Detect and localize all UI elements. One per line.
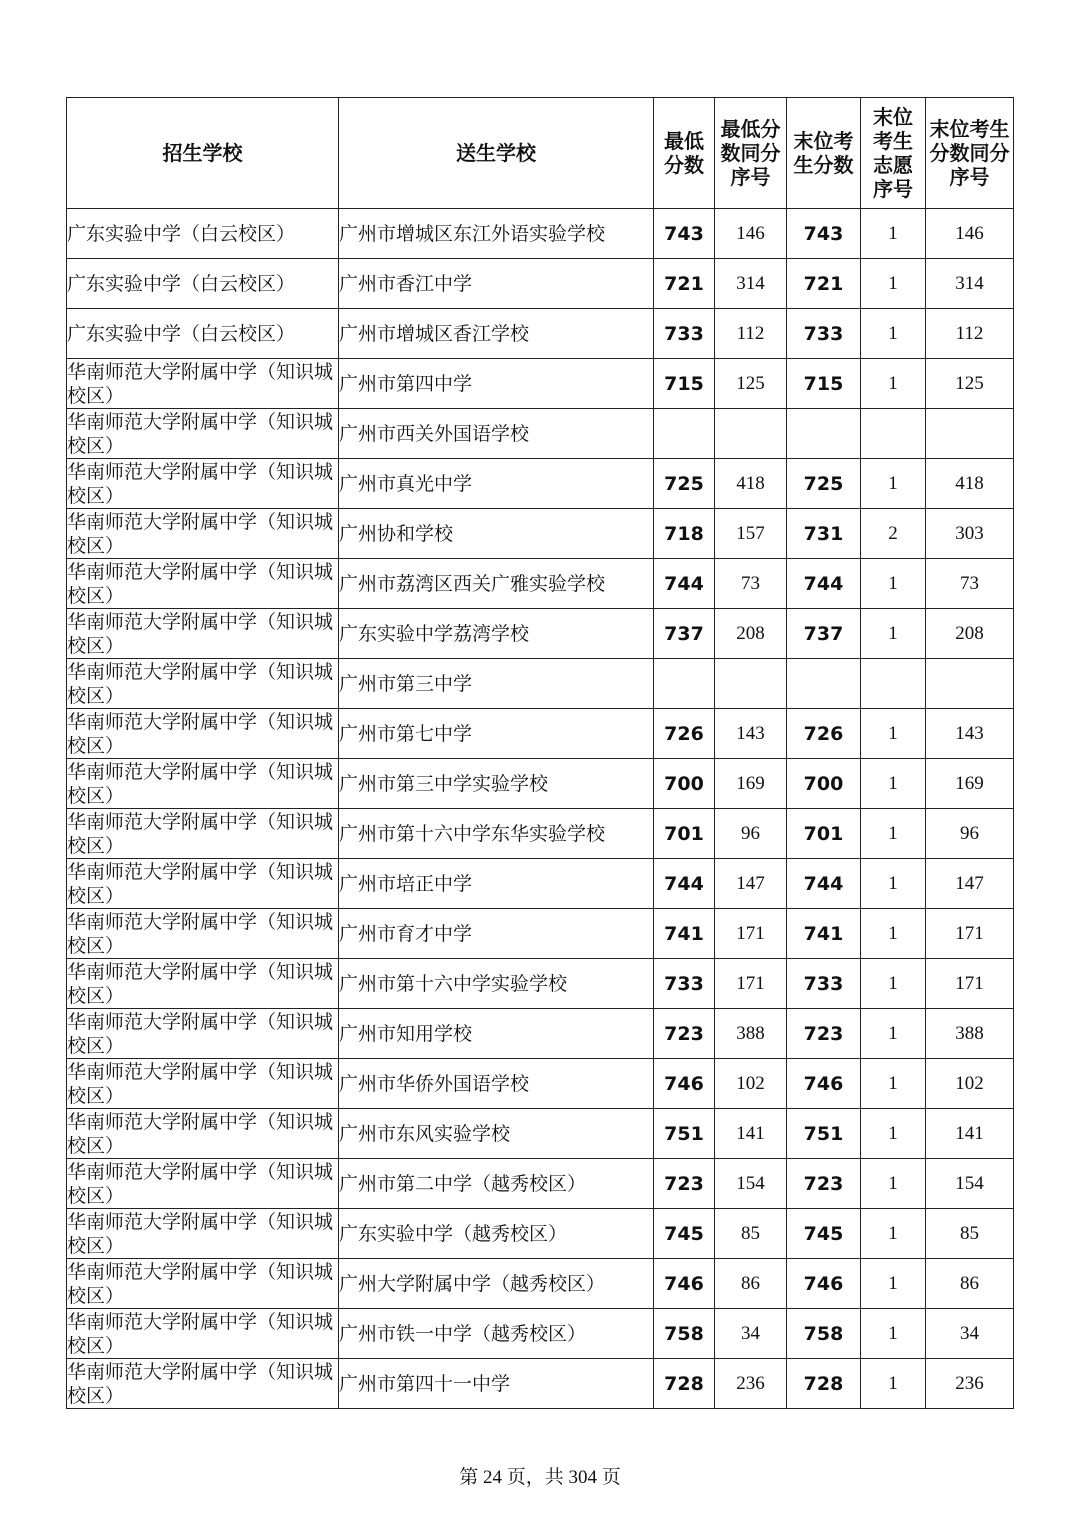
cell-admitting-school: 华南师范大学附属中学（知识城校区） bbox=[67, 859, 339, 909]
cell-last-student-rank: 236 bbox=[926, 1359, 1014, 1409]
cell-last-student-rank: 86 bbox=[926, 1259, 1014, 1309]
cell-last-student-rank: 96 bbox=[926, 809, 1014, 859]
cell-last-student-rank: 303 bbox=[926, 509, 1014, 559]
cell-last-student-rank: 73 bbox=[926, 559, 1014, 609]
cell-min-score-rank: 208 bbox=[715, 609, 787, 659]
cell-last-student-score: 723 bbox=[787, 1009, 861, 1059]
cell-last-student-rank: 147 bbox=[926, 859, 1014, 909]
table-row bbox=[67, 609, 1014, 659]
header-text-line: 末位考生 bbox=[929, 117, 1010, 141]
cell-last-student-wish: 1 bbox=[861, 209, 926, 259]
cell-min-score: 758 bbox=[654, 1309, 715, 1359]
cell-last-student-score: 743 bbox=[787, 209, 861, 259]
cell-last-student-wish: 2 bbox=[861, 509, 926, 559]
cell-min-score-rank: 143 bbox=[715, 709, 787, 759]
table-row bbox=[67, 259, 1014, 309]
cell-last-student-rank: 388 bbox=[926, 1009, 1014, 1059]
table-row bbox=[67, 909, 1014, 959]
cell-sending-school: 广州市华侨外国语学校 bbox=[339, 1059, 654, 1109]
cell-sending-school: 广州市第三中学 bbox=[339, 659, 654, 709]
cell-last-student-wish: 1 bbox=[861, 1209, 926, 1259]
table-row bbox=[67, 509, 1014, 559]
header-text-line: 序号 bbox=[873, 177, 913, 201]
cell-admitting-school: 华南师范大学附属中学（知识城校区） bbox=[67, 759, 339, 809]
cell-min-score: 718 bbox=[654, 509, 715, 559]
cell-min-score-rank: 112 bbox=[715, 309, 787, 359]
cell-min-score-rank: 388 bbox=[715, 1009, 787, 1059]
cell-min-score-rank: 236 bbox=[715, 1359, 787, 1409]
cell-admitting-school: 华南师范大学附属中学（知识城校区） bbox=[67, 609, 339, 659]
cell-min-score: 701 bbox=[654, 809, 715, 859]
cell-sending-school: 广东实验中学（越秀校区） bbox=[339, 1209, 654, 1259]
cell-last-student-wish: 1 bbox=[861, 309, 926, 359]
cell-min-score: 746 bbox=[654, 1259, 715, 1309]
cell-last-student-wish bbox=[861, 659, 926, 709]
cell-min-score: 745 bbox=[654, 1209, 715, 1259]
cell-sending-school: 广州市真光中学 bbox=[339, 459, 654, 509]
cell-admitting-school: 华南师范大学附属中学（知识城校区） bbox=[67, 409, 339, 459]
table-row bbox=[67, 709, 1014, 759]
cell-last-student-wish: 1 bbox=[861, 1009, 926, 1059]
table-row bbox=[67, 1209, 1014, 1259]
cell-min-score: 723 bbox=[654, 1159, 715, 1209]
cell-min-score-rank: 34 bbox=[715, 1309, 787, 1359]
header-text-line: 末位考 bbox=[793, 129, 854, 153]
cell-last-student-rank: 169 bbox=[926, 759, 1014, 809]
cell-admitting-school: 华南师范大学附属中学（知识城校区） bbox=[67, 359, 339, 409]
cell-sending-school: 广州市铁一中学（越秀校区） bbox=[339, 1309, 654, 1359]
cell-last-student-wish: 1 bbox=[861, 459, 926, 509]
cell-sending-school: 广州市第十六中学实验学校 bbox=[339, 959, 654, 1009]
cell-last-student-score: 733 bbox=[787, 959, 861, 1009]
cell-last-student-score: 715 bbox=[787, 359, 861, 409]
cell-min-score-rank bbox=[715, 659, 787, 709]
header-text-line: 分数同分 bbox=[929, 141, 1010, 165]
cell-last-student-wish: 1 bbox=[861, 1059, 926, 1109]
header-admitting-school bbox=[67, 98, 339, 209]
table-row bbox=[67, 759, 1014, 809]
cell-last-student-score: 721 bbox=[787, 259, 861, 309]
cell-min-score-rank: 418 bbox=[715, 459, 787, 509]
table-row bbox=[67, 1059, 1014, 1109]
cell-last-student-wish: 1 bbox=[861, 1259, 926, 1309]
cell-last-student-score: 758 bbox=[787, 1309, 861, 1359]
cell-sending-school: 广州市知用学校 bbox=[339, 1009, 654, 1059]
header-last-student-wish bbox=[861, 98, 926, 209]
cell-admitting-school: 华南师范大学附属中学（知识城校区） bbox=[67, 559, 339, 609]
header-text-line: 最低分 bbox=[720, 117, 781, 141]
cell-min-score-rank: 86 bbox=[715, 1259, 787, 1309]
cell-min-score-rank: 141 bbox=[715, 1109, 787, 1159]
cell-min-score: 723 bbox=[654, 1009, 715, 1059]
cell-min-score bbox=[654, 409, 715, 459]
cell-last-student-wish: 1 bbox=[861, 559, 926, 609]
cell-last-student-wish: 1 bbox=[861, 259, 926, 309]
header-text-line: 送生学校 bbox=[456, 141, 536, 165]
cell-last-student-score: 745 bbox=[787, 1209, 861, 1259]
cell-last-student-rank: 314 bbox=[926, 259, 1014, 309]
cell-last-student-rank: 34 bbox=[926, 1309, 1014, 1359]
table-row bbox=[67, 1259, 1014, 1309]
table-row bbox=[67, 1359, 1014, 1409]
cell-last-student-wish bbox=[861, 409, 926, 459]
cell-last-student-rank: 141 bbox=[926, 1109, 1014, 1159]
cell-min-score: 725 bbox=[654, 459, 715, 509]
cell-sending-school: 广州市增城区东江外语实验学校 bbox=[339, 209, 654, 259]
cell-sending-school: 广州市育才中学 bbox=[339, 909, 654, 959]
cell-last-student-score: 701 bbox=[787, 809, 861, 859]
cell-min-score-rank bbox=[715, 409, 787, 459]
cell-min-score: 700 bbox=[654, 759, 715, 809]
header-text-line: 生分数 bbox=[793, 153, 854, 177]
cell-admitting-school: 华南师范大学附属中学（知识城校区） bbox=[67, 1259, 339, 1309]
cell-sending-school: 广州市荔湾区西关广雅实验学校 bbox=[339, 559, 654, 609]
header-sending-school bbox=[339, 98, 654, 209]
cell-sending-school: 广州市香江中学 bbox=[339, 259, 654, 309]
table-row bbox=[67, 1109, 1014, 1159]
cell-last-student-wish: 1 bbox=[861, 1159, 926, 1209]
cell-last-student-score: 700 bbox=[787, 759, 861, 809]
table-row bbox=[67, 459, 1014, 509]
header-min-score-rank bbox=[715, 98, 787, 209]
header-text-line: 数同分 bbox=[720, 141, 781, 165]
table-row bbox=[67, 359, 1014, 409]
cell-last-student-wish: 1 bbox=[861, 909, 926, 959]
cell-last-student-rank: 85 bbox=[926, 1209, 1014, 1259]
cell-last-student-rank: 418 bbox=[926, 459, 1014, 509]
table-row bbox=[67, 409, 1014, 459]
cell-admitting-school: 华南师范大学附属中学（知识城校区） bbox=[67, 709, 339, 759]
header-last-student-rank bbox=[926, 98, 1014, 209]
table-row bbox=[67, 1159, 1014, 1209]
header-text-line: 序号 bbox=[949, 165, 990, 189]
cell-min-score: 743 bbox=[654, 209, 715, 259]
cell-admitting-school: 华南师范大学附属中学（知识城校区） bbox=[67, 459, 339, 509]
cell-sending-school: 广州市第三中学实验学校 bbox=[339, 759, 654, 809]
cell-min-score-rank: 85 bbox=[715, 1209, 787, 1259]
cell-last-student-score: 733 bbox=[787, 309, 861, 359]
cell-sending-school: 广州市培正中学 bbox=[339, 859, 654, 909]
cell-min-score: 715 bbox=[654, 359, 715, 409]
cell-last-student-rank: 171 bbox=[926, 909, 1014, 959]
cell-min-score: 741 bbox=[654, 909, 715, 959]
cell-last-student-score bbox=[787, 659, 861, 709]
cell-sending-school: 广州市增城区香江学校 bbox=[339, 309, 654, 359]
cell-last-student-score: 746 bbox=[787, 1259, 861, 1309]
cell-min-score: 726 bbox=[654, 709, 715, 759]
cell-last-student-wish: 1 bbox=[861, 359, 926, 409]
header-min-score bbox=[654, 98, 715, 209]
cell-admitting-school: 广东实验中学（白云校区） bbox=[67, 259, 339, 309]
header-text-line: 末位 bbox=[873, 105, 913, 129]
table-header-row bbox=[67, 98, 1014, 209]
cell-last-student-score: 744 bbox=[787, 559, 861, 609]
cell-last-student-rank: 102 bbox=[926, 1059, 1014, 1109]
cell-last-student-score: 746 bbox=[787, 1059, 861, 1109]
cell-admitting-school: 华南师范大学附属中学（知识城校区） bbox=[67, 909, 339, 959]
cell-min-score-rank: 169 bbox=[715, 759, 787, 809]
cell-min-score-rank: 171 bbox=[715, 959, 787, 1009]
cell-min-score: 737 bbox=[654, 609, 715, 659]
cell-admitting-school: 华南师范大学附属中学（知识城校区） bbox=[67, 1159, 339, 1209]
cell-min-score-rank: 147 bbox=[715, 859, 787, 909]
table-row bbox=[67, 809, 1014, 859]
cell-admitting-school: 广东实验中学（白云校区） bbox=[67, 209, 339, 259]
table-row bbox=[67, 559, 1014, 609]
table-row bbox=[67, 1309, 1014, 1359]
header-last-student-score bbox=[787, 98, 861, 209]
cell-sending-school: 广州市第七中学 bbox=[339, 709, 654, 759]
cell-last-student-rank: 112 bbox=[926, 309, 1014, 359]
cell-last-student-rank: 208 bbox=[926, 609, 1014, 659]
header-text-line: 招生学校 bbox=[162, 141, 243, 165]
cell-sending-school: 广州市第二中学（越秀校区） bbox=[339, 1159, 654, 1209]
cell-last-student-rank: 125 bbox=[926, 359, 1014, 409]
cell-min-score-rank: 154 bbox=[715, 1159, 787, 1209]
cell-last-student-score: 737 bbox=[787, 609, 861, 659]
cell-last-student-rank: 146 bbox=[926, 209, 1014, 259]
cell-last-student-wish: 1 bbox=[861, 709, 926, 759]
table-row bbox=[67, 1009, 1014, 1059]
cell-admitting-school: 华南师范大学附属中学（知识城校区） bbox=[67, 809, 339, 859]
cell-min-score: 733 bbox=[654, 309, 715, 359]
cell-last-student-wish: 1 bbox=[861, 1359, 926, 1409]
cell-min-score-rank: 125 bbox=[715, 359, 787, 409]
cell-admitting-school: 华南师范大学附属中学（知识城校区） bbox=[67, 1359, 339, 1409]
cell-admitting-school: 华南师范大学附属中学（知识城校区） bbox=[67, 1059, 339, 1109]
cell-admitting-school: 华南师范大学附属中学（知识城校区） bbox=[67, 1209, 339, 1259]
cell-admitting-school: 华南师范大学附属中学（知识城校区） bbox=[67, 1009, 339, 1059]
cell-last-student-score: 744 bbox=[787, 859, 861, 909]
cell-last-student-score: 726 bbox=[787, 709, 861, 759]
cell-last-student-score: 723 bbox=[787, 1159, 861, 1209]
cell-last-student-score: 751 bbox=[787, 1109, 861, 1159]
cell-min-score-rank: 314 bbox=[715, 259, 787, 309]
cell-sending-school: 广州市第十六中学东华实验学校 bbox=[339, 809, 654, 859]
cell-last-student-wish: 1 bbox=[861, 809, 926, 859]
cell-admitting-school: 广东实验中学（白云校区） bbox=[67, 309, 339, 359]
cell-min-score-rank: 96 bbox=[715, 809, 787, 859]
cell-min-score: 751 bbox=[654, 1109, 715, 1159]
cell-last-student-score: 731 bbox=[787, 509, 861, 559]
cell-min-score: 746 bbox=[654, 1059, 715, 1109]
cell-last-student-score: 728 bbox=[787, 1359, 861, 1409]
cell-sending-school: 广州市第四中学 bbox=[339, 359, 654, 409]
cell-min-score: 728 bbox=[654, 1359, 715, 1409]
cell-last-student-wish: 1 bbox=[861, 1109, 926, 1159]
cell-last-student-wish: 1 bbox=[861, 859, 926, 909]
cell-min-score-rank: 146 bbox=[715, 209, 787, 259]
cell-admitting-school: 华南师范大学附属中学（知识城校区） bbox=[67, 1309, 339, 1359]
cell-last-student-score: 725 bbox=[787, 459, 861, 509]
cell-min-score: 744 bbox=[654, 859, 715, 909]
cell-sending-school: 广州市西关外国语学校 bbox=[339, 409, 654, 459]
cell-min-score: 744 bbox=[654, 559, 715, 609]
header-text-line: 序号 bbox=[730, 165, 771, 189]
cell-last-student-rank bbox=[926, 409, 1014, 459]
header-text-line: 最低 bbox=[664, 129, 704, 153]
cell-admitting-school: 华南师范大学附属中学（知识城校区） bbox=[67, 659, 339, 709]
header-text-line: 志愿 bbox=[873, 153, 913, 177]
table-row bbox=[67, 659, 1014, 709]
cell-last-student-score bbox=[787, 409, 861, 459]
cell-admitting-school: 华南师范大学附属中学（知识城校区） bbox=[67, 959, 339, 1009]
cell-min-score bbox=[654, 659, 715, 709]
header-text-line: 分数 bbox=[664, 153, 704, 177]
cell-sending-school: 广州市第四十一中学 bbox=[339, 1359, 654, 1409]
cell-min-score-rank: 171 bbox=[715, 909, 787, 959]
cell-min-score: 733 bbox=[654, 959, 715, 1009]
cell-last-student-wish: 1 bbox=[861, 759, 926, 809]
cell-admitting-school: 华南师范大学附属中学（知识城校区） bbox=[67, 1109, 339, 1159]
cell-sending-school: 广东实验中学荔湾学校 bbox=[339, 609, 654, 659]
table-row bbox=[67, 859, 1014, 909]
cell-last-student-rank: 171 bbox=[926, 959, 1014, 1009]
cell-sending-school: 广州市东风实验学校 bbox=[339, 1109, 654, 1159]
cell-last-student-rank: 154 bbox=[926, 1159, 1014, 1209]
cell-min-score: 721 bbox=[654, 259, 715, 309]
cell-last-student-rank bbox=[926, 659, 1014, 709]
cell-sending-school: 广州大学附属中学（越秀校区） bbox=[339, 1259, 654, 1309]
header-text-line: 考生 bbox=[873, 129, 913, 153]
cell-admitting-school: 华南师范大学附属中学（知识城校区） bbox=[67, 509, 339, 559]
cell-last-student-rank: 143 bbox=[926, 709, 1014, 759]
cell-last-student-score: 741 bbox=[787, 909, 861, 959]
cell-sending-school: 广州协和学校 bbox=[339, 509, 654, 559]
cell-last-student-wish: 1 bbox=[861, 609, 926, 659]
table-row bbox=[67, 959, 1014, 1009]
cell-min-score-rank: 73 bbox=[715, 559, 787, 609]
page-footer: 第 24 页，共 304 页 bbox=[459, 1467, 621, 1488]
admission-score-table bbox=[66, 97, 1014, 1409]
table-row bbox=[67, 309, 1014, 359]
table-row bbox=[67, 209, 1014, 259]
cell-last-student-wish: 1 bbox=[861, 959, 926, 1009]
cell-min-score-rank: 102 bbox=[715, 1059, 787, 1109]
cell-min-score-rank: 157 bbox=[715, 509, 787, 559]
cell-last-student-wish: 1 bbox=[861, 1309, 926, 1359]
